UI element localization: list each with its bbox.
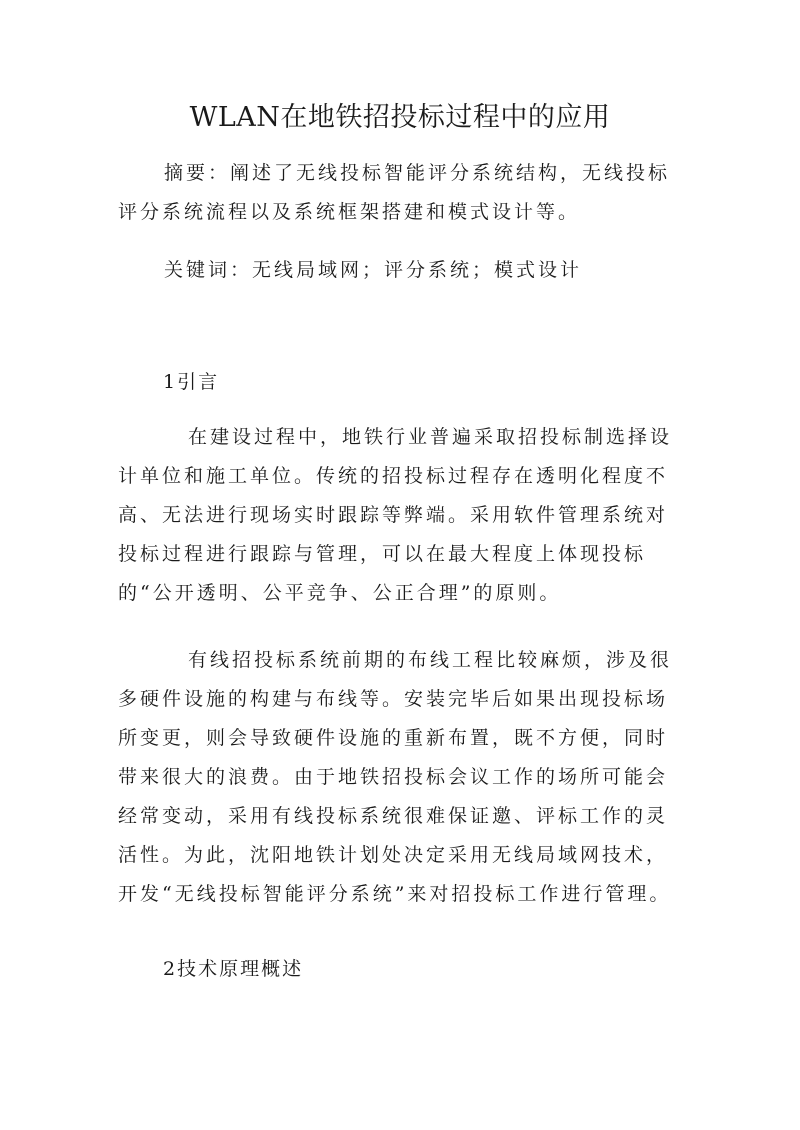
section-2-heading: 2技术原理概述 — [163, 958, 304, 980]
document-title: WLAN在地铁招投标过程中的应用 — [189, 102, 611, 133]
keywords-line: 关键词：无线局域网；评分系统；模式设计 — [164, 259, 583, 281]
abstract-paragraph: 摘要：阐述了无线投标智能评分系统结构，无线投标评分系统流程以及系统框架搭建和模式设计等。 — [118, 162, 671, 223]
section-1-paragraph-2: 有线招投标系统前期的布线工程比较麻烦，涉及很多硬件设施的构建与布线等。安装完毕后如果出现投标场所变更，则会导致硬件设施的重新布置，既不方便，同时带来很大的浪费。由于地铁招投标会议工作的场所可能会经常变动，采用有线投标系统很难保证邀、评标工作的灵活性。为此，沈阳地铁计划处决定采用无线局域网技术，开发“无线投标智能评分系统”来对招投标工作进行管理。 — [118, 649, 673, 905]
section-1-heading: 1引言 — [163, 371, 220, 393]
section-1-paragraph-1: 在建设过程中，地铁行业普遍采取招投标制选择设计单位和施工单位。传统的招投标过程存在透明化程度不高、无法进行现场实时跟踪等弊端。采用软件管理系统对投标过程进行跟踪与管理，可以在最大程度上体现投标的“公开透明、公平竞争、公正合理”的原则。 — [118, 426, 673, 604]
